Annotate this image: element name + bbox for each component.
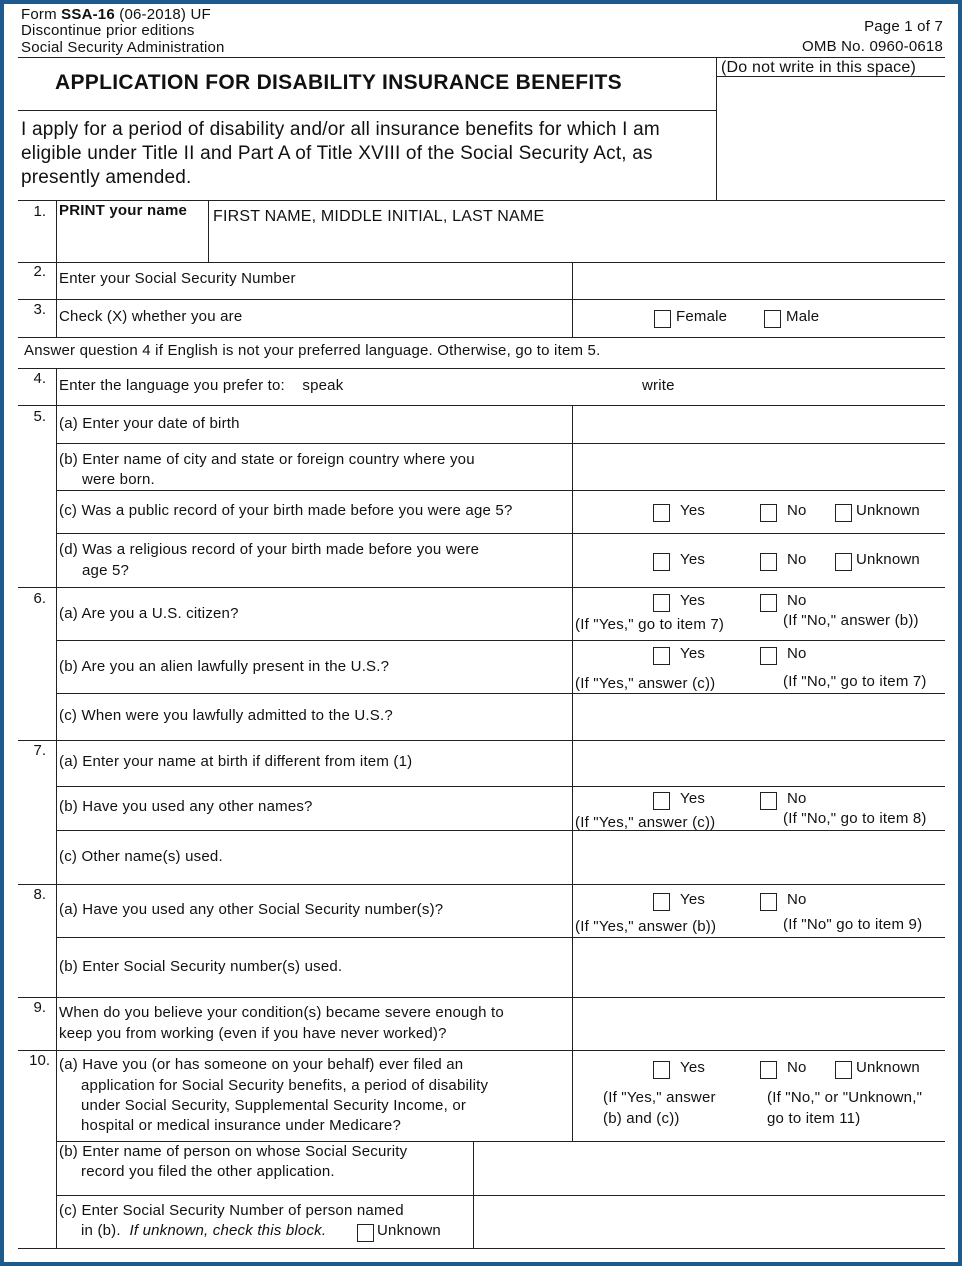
other-names-yes-checkbox[interactable] [653, 792, 670, 810]
no-label: No [787, 645, 807, 662]
female-checkbox[interactable] [654, 310, 671, 328]
intro-line-3: presently amended. [21, 167, 192, 188]
divider [18, 1248, 945, 1249]
divider [18, 337, 945, 338]
divider [18, 1050, 945, 1051]
no-label: No [787, 1059, 807, 1076]
divider [56, 786, 945, 787]
form-id: SSA-16 [61, 6, 115, 23]
item-number: 9. [33, 999, 46, 1016]
form-suffix: (06-2018) UF [114, 6, 211, 23]
no-label: No [787, 790, 807, 807]
alien-yes-checkbox[interactable] [653, 647, 670, 665]
item-number: 10. [29, 1052, 50, 1069]
unknown-label: Unknown [856, 502, 920, 519]
alien-label: (b) Are you an alien lawfully present in the U.S.? [59, 658, 390, 675]
divider [18, 587, 945, 588]
citizen-no-checkbox[interactable] [760, 594, 777, 612]
ssn-input[interactable] [573, 263, 945, 299]
yes-label: Yes [680, 502, 706, 519]
sex-label: Check (X) whether you are [59, 308, 243, 325]
admitted-label: (c) When were you lawfully admitted to the U.S.? [59, 707, 393, 724]
yes-hint-1: (If "Yes," answer [603, 1089, 716, 1106]
public-record-no-checkbox[interactable] [760, 504, 777, 522]
write-label: write [642, 377, 675, 394]
page-title: APPLICATION FOR DISABILITY INSURANCE BENEFITS [55, 71, 622, 94]
divider [18, 405, 945, 406]
other-names-label: (b) Have you used any other names? [59, 798, 313, 815]
item-number: 3. [33, 301, 46, 318]
divider [18, 368, 945, 369]
ssn-used-label: (b) Enter Social Security number(s) used. [59, 958, 343, 975]
agency-name: Social Security Administration [21, 39, 225, 56]
no-hint: (If "No," answer (b)) [783, 612, 919, 629]
ssn-label: Enter your Social Security Number [59, 270, 296, 287]
yes-hint: (If "Yes," answer (c)) [575, 814, 716, 831]
yes-hint: (If "Yes," answer (c)) [575, 675, 716, 692]
public-record-unknown-checkbox[interactable] [835, 504, 852, 522]
divider [572, 405, 573, 1141]
prior-filing-label-1: (a) Have you (or has someone on your behalf) ever filed an [59, 1056, 464, 1073]
birth-name-label: (a) Enter your name at birth if different from item (1) [59, 753, 413, 770]
other-ssn-label: (a) Have you used any other Social Security number(s)? [59, 901, 444, 918]
unknown-label: Unknown [377, 1222, 441, 1239]
prior-ssn-label-2 [81, 1221, 326, 1241]
divider [56, 490, 945, 491]
prior-filing-unknown-checkbox[interactable] [835, 1061, 852, 1079]
item-number: 2. [33, 263, 46, 280]
other-names-used-label: (c) Other name(s) used. [59, 848, 223, 865]
citizen-yes-checkbox[interactable] [653, 594, 670, 612]
divider [18, 884, 945, 885]
other-ssn-no-checkbox[interactable] [760, 893, 777, 911]
unknown-label: Unknown [856, 551, 920, 568]
divider [18, 110, 716, 111]
female-label: Female [676, 308, 728, 325]
item-number: 4. [33, 370, 46, 387]
page-number: Page 1 of 7 [864, 18, 943, 35]
public-record-label: (c) Was a public record of your birth made before you were age 5? [59, 502, 513, 519]
no-label: No [787, 592, 807, 609]
language-note: Answer question 4 if English is not your preferred language. Otherwise, go to item 5. [24, 342, 601, 359]
divider [56, 693, 945, 694]
other-names-no-checkbox[interactable] [760, 792, 777, 810]
item-number: 8. [33, 886, 46, 903]
citizen-label: (a) Are you a U.S. citizen? [59, 605, 239, 622]
divider [56, 1195, 945, 1196]
prior-person-label-2: record you filed the other application. [81, 1163, 335, 1180]
prior-filing-label-4: hospital or medical insurance under Medicare? [81, 1117, 402, 1134]
intro-line-1: I apply for a period of disability and/or all insurance benefits for which I am [21, 119, 660, 140]
item-number: 6. [33, 590, 46, 607]
no-hint-2: go to item 11) [767, 1110, 861, 1127]
yes-hint: (If "Yes," go to item 7) [575, 616, 725, 633]
prior-filing-yes-checkbox[interactable] [653, 1061, 670, 1079]
intro-line-2: eligible under Title II and Part A of Title XVIII of the Social Security Act, as [21, 143, 653, 164]
prior-filing-label-2: application for Social Security benefits, a period of disability [81, 1077, 489, 1094]
yes-hint-2: (b) and (c)) [603, 1110, 680, 1127]
divider [56, 200, 57, 337]
yes-label: Yes [680, 645, 706, 662]
male-checkbox[interactable] [764, 310, 781, 328]
omb-number: OMB No. 0960-0618 [802, 38, 943, 55]
no-label: No [787, 551, 807, 568]
no-label: No [787, 891, 807, 908]
divider [56, 937, 945, 938]
public-record-yes-checkbox[interactable] [653, 504, 670, 522]
religious-record-label-2: age 5? [82, 562, 130, 579]
divider [56, 830, 945, 831]
divider [56, 640, 945, 641]
divider [56, 368, 57, 1248]
onset-label-1: When do you believe your condition(s) became severe enough to [59, 1004, 504, 1021]
yes-label: Yes [680, 891, 706, 908]
divider [18, 997, 945, 998]
item-number: 7. [33, 742, 46, 759]
no-hint: (If "No," go to item 8) [783, 810, 927, 827]
yes-label: Yes [680, 551, 706, 568]
no-hint-1: (If "No," or "Unknown," [767, 1089, 923, 1106]
religious-record-no-checkbox[interactable] [760, 553, 777, 571]
yes-label: Yes [680, 1059, 706, 1076]
prior-ssn-label-text: in (b). [81, 1222, 130, 1239]
item-number: 5. [33, 408, 46, 425]
prior-ssn-label-1: (c) Enter Social Security Number of person named [59, 1202, 404, 1219]
name-field-hint: FIRST NAME, MIDDLE INITIAL, LAST NAME [213, 208, 545, 225]
divider [473, 1141, 474, 1248]
language-label: Enter the language you prefer to: speak [59, 377, 344, 394]
no-hint: (If "No" go to item 9) [783, 916, 923, 933]
birthplace-label-2: were born. [82, 471, 155, 488]
divider [18, 57, 945, 58]
prior-person-label-1: (b) Enter name of person on whose Social Security [59, 1143, 408, 1160]
prior-filing-no-checkbox[interactable] [760, 1061, 777, 1079]
divider [56, 533, 945, 534]
no-label: No [787, 502, 807, 519]
prior-filing-label-3: under Social Security, Supplemental Security Income, or [81, 1097, 467, 1114]
religious-record-label-1: (d) Was a religious record of your birth made before you were [59, 541, 480, 558]
onset-label-2: keep you from working (even if you have never worked)? [59, 1025, 447, 1042]
male-label: Male [786, 308, 820, 325]
office-use-label: (Do not write in this space) [721, 59, 917, 76]
alien-no-checkbox[interactable] [760, 647, 777, 665]
name-label: PRINT your name [59, 202, 188, 219]
divider [56, 443, 945, 444]
divider [18, 740, 945, 741]
unknown-label: Unknown [856, 1059, 920, 1076]
item-number: 1. [33, 203, 46, 220]
name-input[interactable] [209, 228, 945, 261]
discontinue-note: Discontinue prior editions [21, 22, 195, 39]
prior-ssn-unknown-checkbox[interactable] [357, 1224, 374, 1242]
other-ssn-yes-checkbox[interactable] [653, 893, 670, 911]
religious-record-yes-checkbox[interactable] [653, 553, 670, 571]
no-hint: (If "No," go to item 7) [783, 673, 927, 690]
yes-label: Yes [680, 592, 706, 609]
form-prefix: Form [21, 6, 62, 23]
birthplace-label-1: (b) Enter name of city and state or foreign country where you [59, 451, 475, 468]
religious-record-unknown-checkbox[interactable] [835, 553, 852, 571]
divider [18, 299, 945, 300]
divider [716, 57, 717, 200]
divider [716, 76, 945, 77]
yes-hint: (If "Yes," answer (b)) [575, 918, 717, 935]
dob-label: (a) Enter your date of birth [59, 415, 240, 432]
prior-ssn-instruction: If unknown, check this block. [129, 1222, 327, 1239]
yes-label: Yes [680, 790, 706, 807]
